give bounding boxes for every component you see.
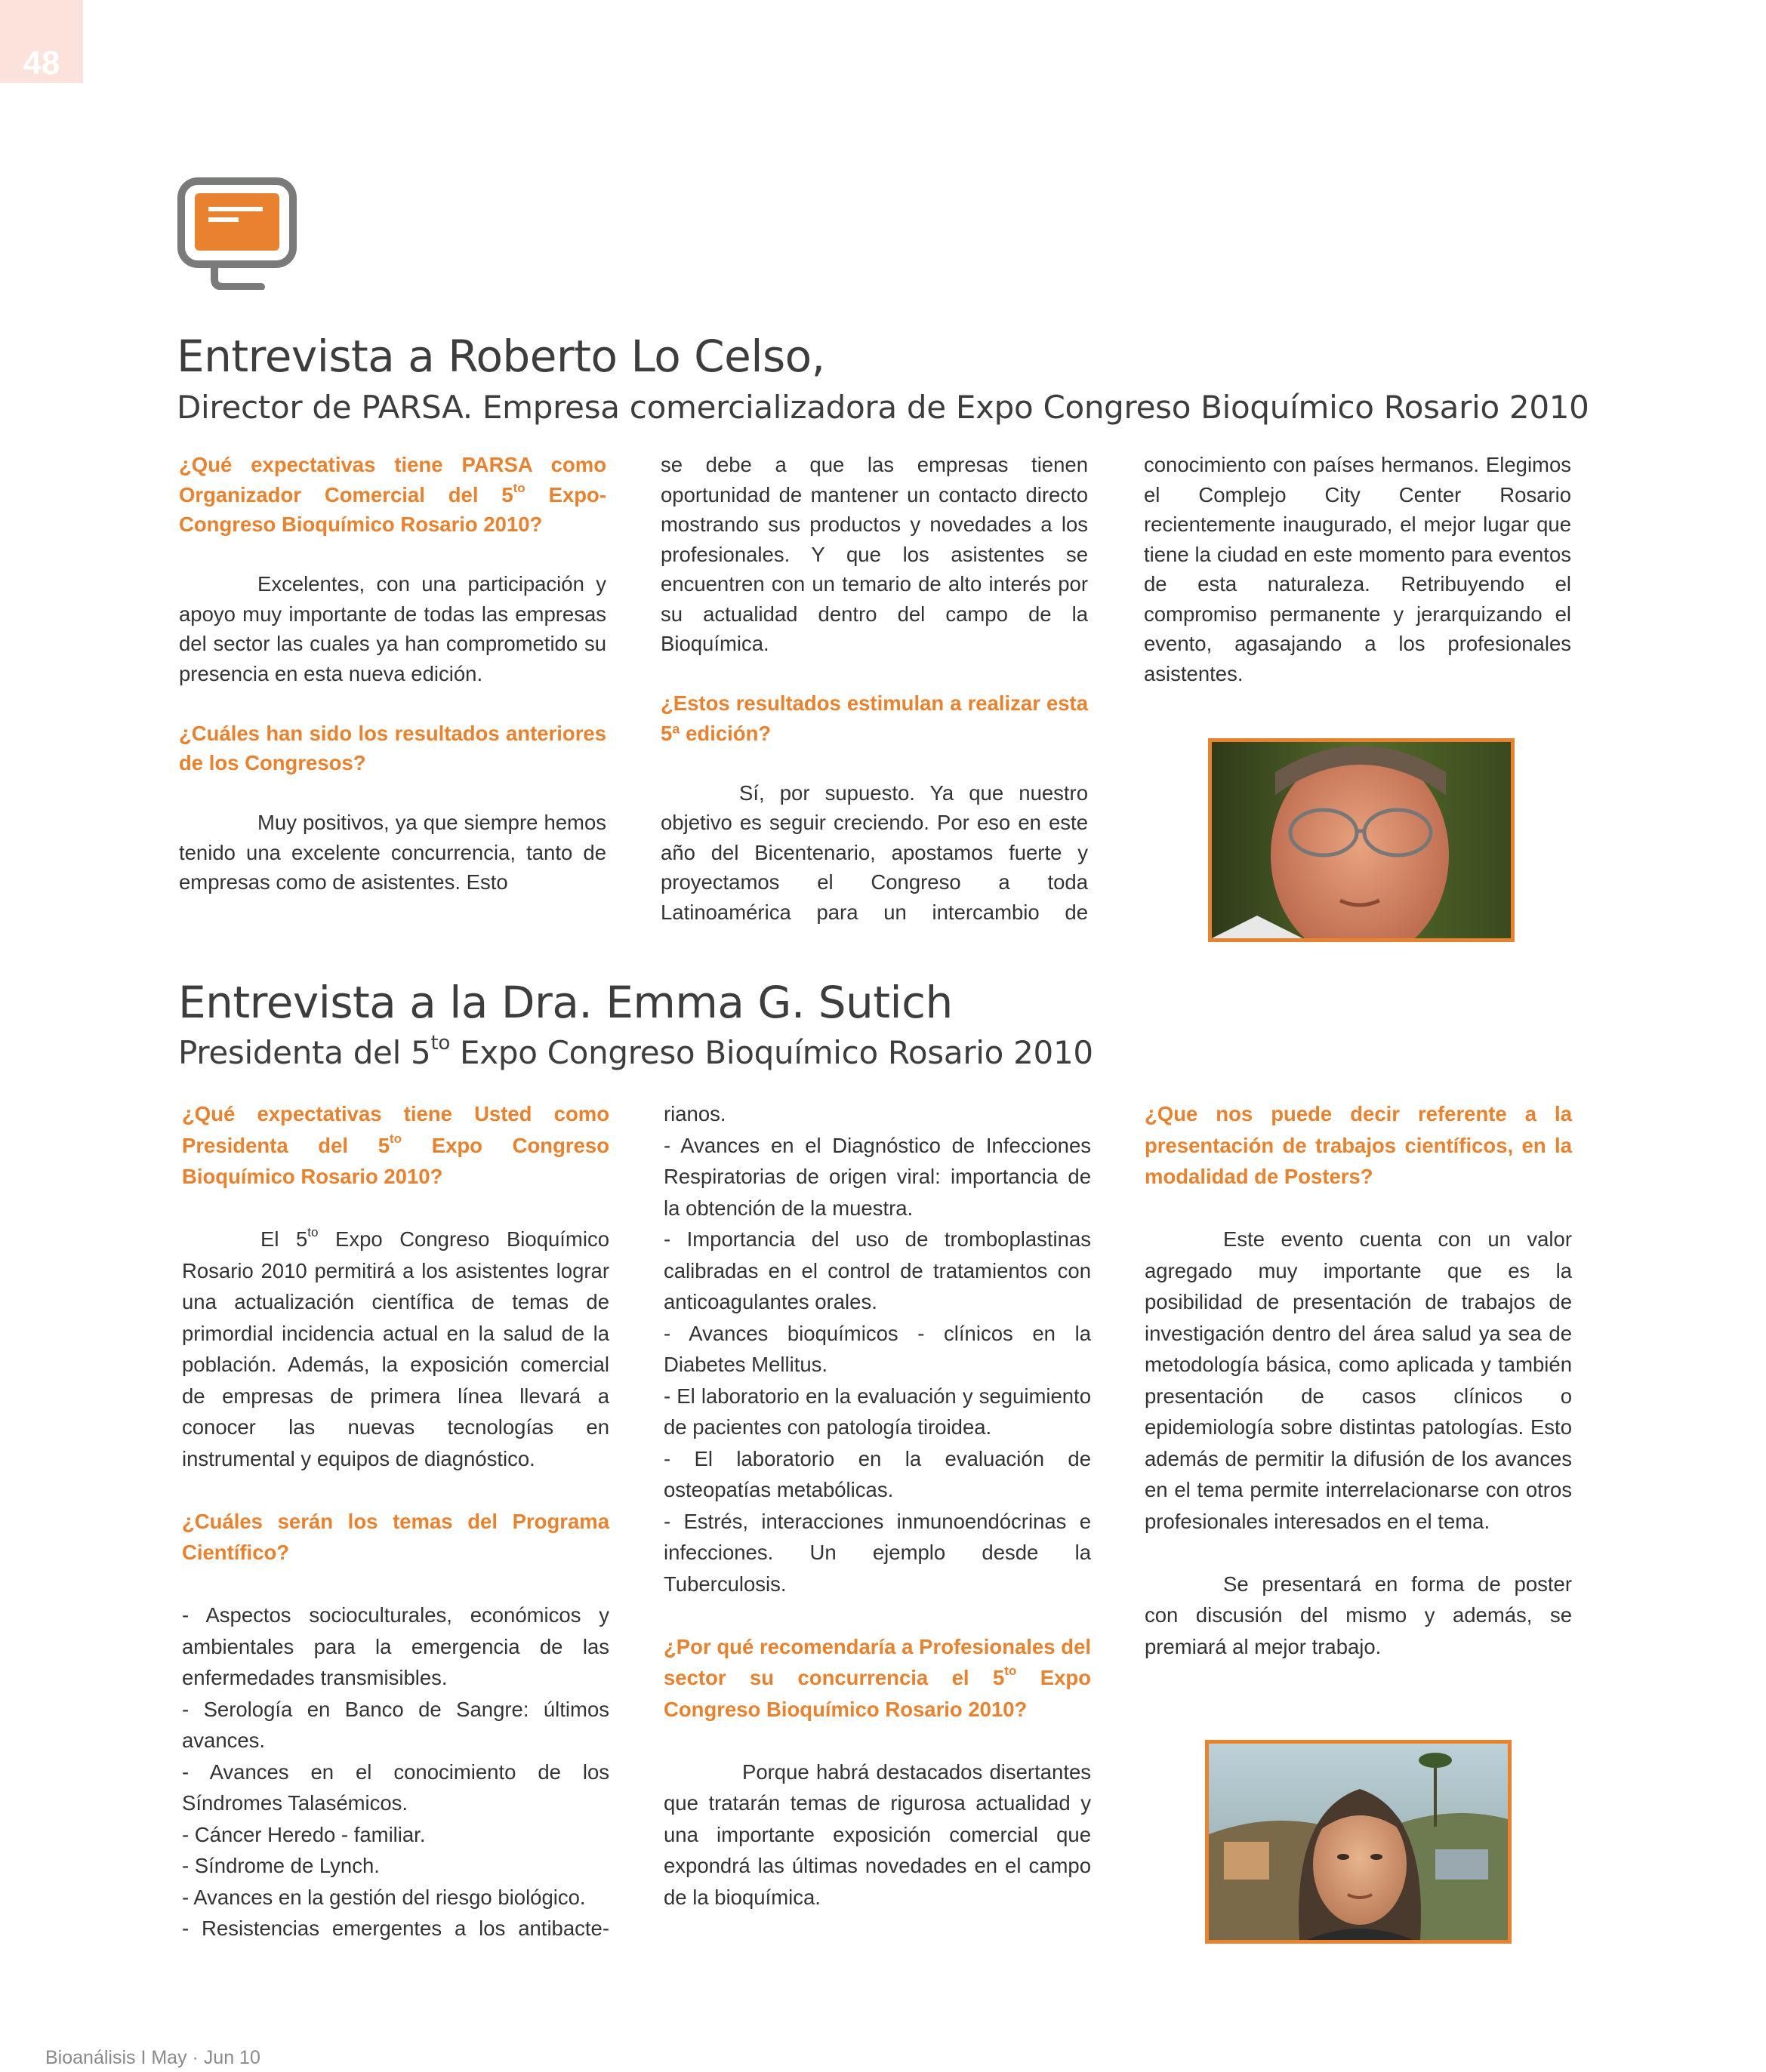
interview2-question-1: ¿Qué expectativas tiene Usted como Presidenta del $5^{to}$ Expo Congreso Bioquímico Rosario 2010? <box>182 1102 609 1188</box>
interview1-subtitle: Director de PARSA. Empresa comercializadora de Expo Congreso Bioquímico Rosario 2010 <box>177 389 1589 426</box>
topic-item: - Avances en el conocimiento de los Síndromes Talasémicos. <box>182 1760 609 1815</box>
interview1-question-1: ¿Qué expectativas tiene PARSA como Organizador Comercial del $5^{to}$ Expo-Congreso Bioquímico Rosario 2010? <box>179 453 606 536</box>
page-footer: Bioanálisis I May · Jun 10 <box>45 2047 260 2068</box>
speech-bubble-icon <box>177 177 297 290</box>
interview2-question-3: ¿Por qué recomendaría a Profesionales del sector su concurrencia el $5^{to}$ Expo Congreso Bioquímico Rosario 2010? <box>664 1634 1091 1721</box>
topic-item: - El laboratorio en la evaluación de osteopatías metabólicas. <box>664 1446 1091 1501</box>
page-number: 48 <box>0 0 83 83</box>
interview2-subtitle: Presidenta del $5^{to}$ Expo Congreso Bioquímico Rosario 2010 <box>178 1032 1093 1071</box>
topic-item: - Aspectos socioculturales, económicos y ambientales para la emergencia de las enfermedades transmisibles. <box>182 1603 609 1689</box>
interview2-column-3 <box>1145 1098 1572 1662</box>
interview2-column-2 <box>664 1098 1091 1913</box>
interview1-answer-3: Sí, por supuesto. Ya que nuestro objetivo es seguir creciendo. Por eso en este año del Bicentenario, apostamos fuerte y proyectamos el Congreso a toda Latinoamérica para un intercambio de <box>661 780 1088 924</box>
interview1-question-3: ¿Estos resultados estimulan a realizar esta 5ª edición? <box>661 691 1088 745</box>
topic-item: - Serología en Banco de Sangre: últimos avances. <box>182 1697 609 1752</box>
interview2-title: Entrevista a la Dra. Emma G. Sutich <box>178 977 953 1028</box>
topic-item: - Avances bioquímicos - clínicos en la Diabetes Mellitus. <box>664 1321 1091 1376</box>
topic-item: - Avances en el Diagnóstico de Infecciones Respiratorias de origen viral: importancia de la obtención de la muestra. <box>664 1133 1091 1220</box>
topic-item: - Importancia del uso de tromboplastinas calibradas en el control de tratamientos con anticoagulantes orales. <box>664 1227 1091 1313</box>
topic-item: - Cáncer Heredo - familiar. <box>182 1822 426 1846</box>
interview1-column-2 <box>661 450 1088 933</box>
interview2-answer-1: El $5^{to}$ Expo Congreso Bioquímico Rosario 2010 permitirá a los asistentes lograr una actualización científica de temas de primordial incidencia actual en la salud de la población. Además, la exposición comercial de empresas de primera línea llevará a conocer las nuevas tecnologías en instrumental y equipos de diagnóstico. <box>182 1225 609 1470</box>
interview2-answer-5: Se presentará en forma de poster con discusión del mismo y además, se premiará al mejor trabajo. <box>1145 1572 1572 1658</box>
topic-item: - Resistencias emergentes a los antibacte- <box>182 1917 609 1940</box>
interview2-question-2: ¿Cuáles serán los temas del Programa Científico? <box>182 1509 609 1564</box>
interview2-answer-4: Este evento cuenta con un valor agregado muy importante que es la posibilidad de presentación de trabajos de investigación dentro del área salud ya sea de metodología básica, como aplicada y también presentación de casos clínicos o epidemiología sobre distintas patologías. Esto además de permitir la difusión de los avances en el tema permite interrelacionarse con otros profesionales interesados en el tema. <box>1145 1227 1572 1533</box>
interview1-column-1 <box>179 450 606 933</box>
interview1-column-3 <box>1144 450 1571 699</box>
topic-item: - Avances en la gestión del riesgo biológico. <box>182 1885 586 1909</box>
interview2-column-1 <box>182 1098 609 1944</box>
interview2-question-4: ¿Que nos puede decir referente a la presentación de trabajos científicos, en la modalidad de Posters? <box>1145 1102 1572 1188</box>
interview1-title: Entrevista a Roberto Lo Celso, <box>177 331 825 382</box>
interview2-answer-3: Porque habrá destacados disertantes que tratarán temas de rigurosa actualidad y una importante exposición comercial que expondrá las últimas novedades en el campo de la bioquímica. <box>664 1760 1091 1909</box>
interview1-answer-2-continued: se debe a que las empresas tienen oportunidad de mantener un contacto directo mostrando sus productos y novedades a los profesionales. Y que los asistentes se encuentren con un temario de alto interés por su actualidad dentro del campo de la Bioquímica. <box>661 453 1088 655</box>
topic-item: - El laboratorio en la evaluación y seguimiento de pacientes con patología tiroidea. <box>664 1384 1091 1439</box>
interview1-answer-2: Muy positivos, ya que siempre hemos tenido una excelente concurrencia, tanto de empresas como de asistentes. Esto <box>179 811 606 894</box>
interview1-answer-3-continued: conocimiento con países hermanos. Elegimos el Complejo City Center Rosario recientemente inaugurado, el mejor lugar que tiene la ciudad en este momento para eventos de esta naturaleza. Retribuyendo el compromiso permanente y jerarquizando el evento, agasajando a los profesionales asistentes. <box>1144 453 1571 685</box>
topic-item: - Síndrome de Lynch. <box>182 1854 380 1877</box>
interview1-answer-1: Excelentes, con una participación y apoyo muy importante de todas las empresas del sector las cuales ya han comprometido su presencia en esta nueva edición. <box>179 572 606 685</box>
topic-item: - Estrés, interacciones inmunoendócrinas e infecciones. Un ejemplo desde la Tuberculosis. <box>664 1509 1091 1596</box>
photo-emma-sutich <box>1205 1740 1512 1944</box>
interview1-question-2: ¿Cuáles han sido los resultados anteriores de los Congresos? <box>179 721 606 774</box>
topic-item: rianos. <box>664 1102 726 1125</box>
photo-roberto-lo-celso <box>1208 738 1515 942</box>
